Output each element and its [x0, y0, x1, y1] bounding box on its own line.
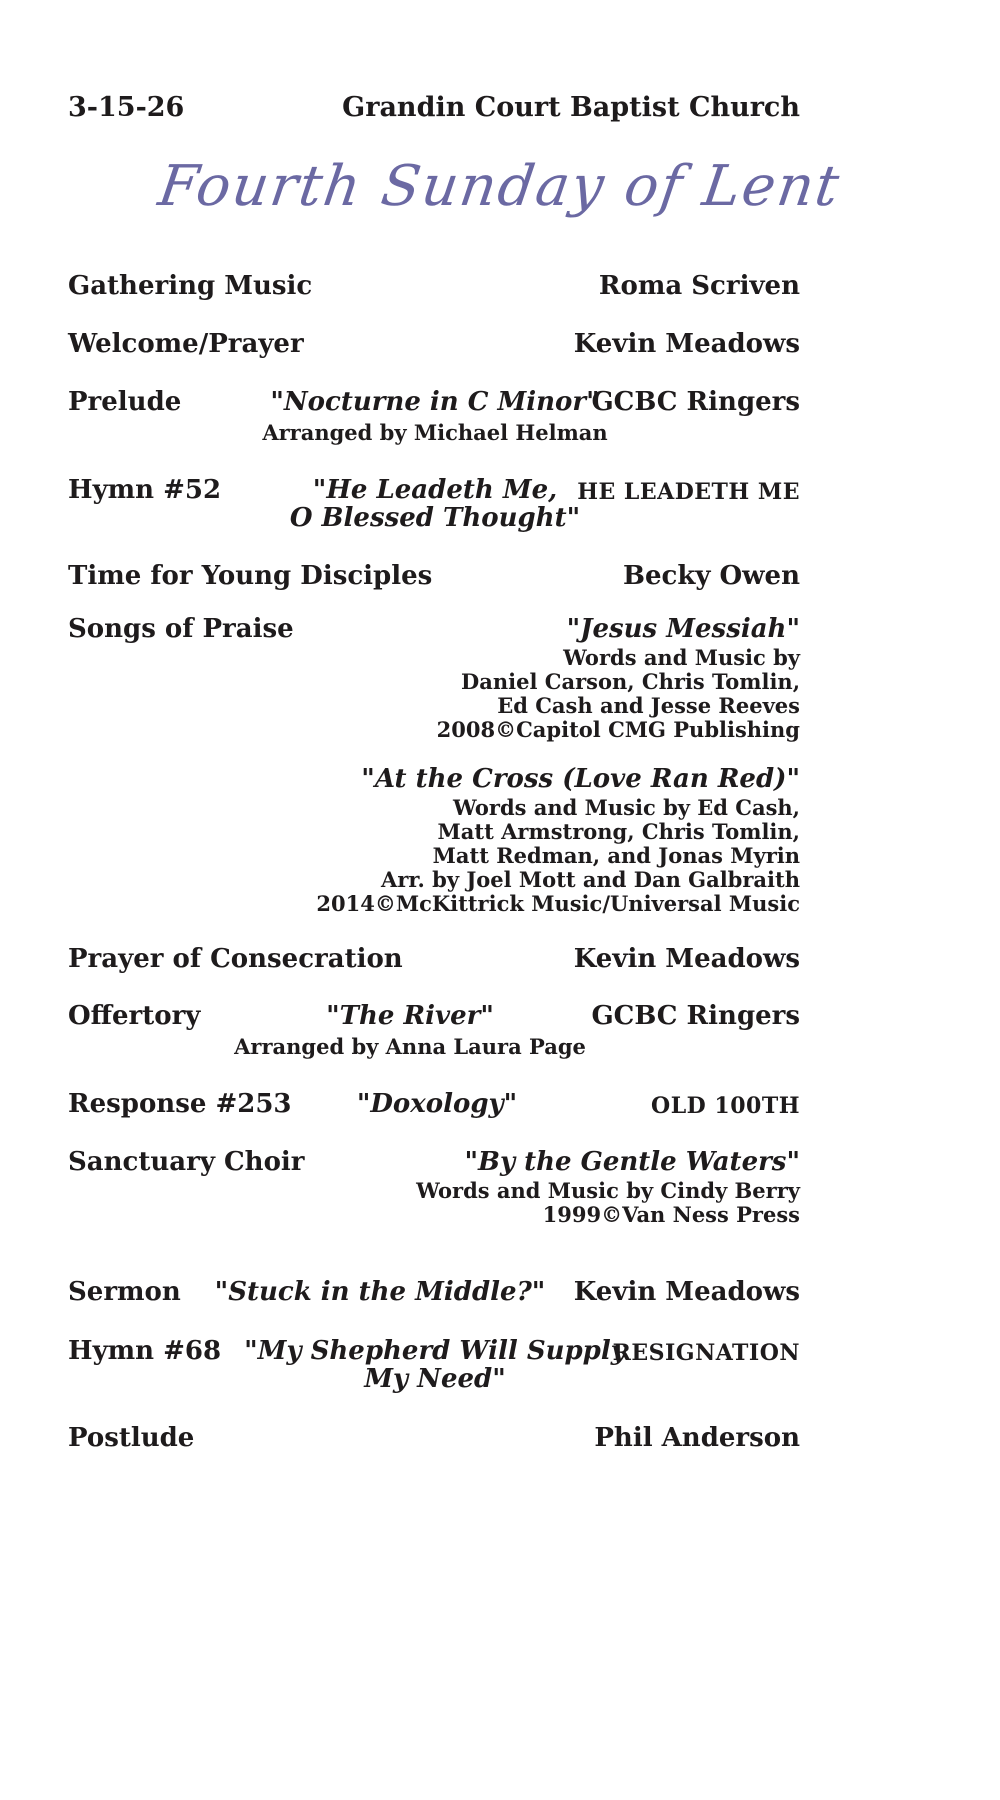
young-disciples-label: Time for Young Disciples — [68, 561, 433, 591]
consecration-label: Prayer of Consecration — [68, 944, 403, 974]
gathering-label: Gathering Music — [68, 271, 313, 301]
date-label: 3-15-26 — [68, 92, 185, 123]
postlude-label: Postlude — [68, 1423, 195, 1453]
welcome-label: Welcome/Prayer — [68, 329, 304, 359]
hymn52-title-line2: O Blessed Thought" — [289, 503, 581, 533]
sermon-label: Sermon — [68, 1277, 181, 1307]
song2-credit-line: Matt Redman, and Jonas Myrin — [432, 843, 800, 868]
offertory-who: GCBC Ringers — [591, 1001, 800, 1031]
sermon-title: "Stuck in the Middle?" — [214, 1277, 546, 1307]
song1-credit-line: Ed Cash and Jesse Reeves — [497, 693, 800, 718]
hymn68-label: Hymn #68 — [68, 1336, 222, 1366]
gathering-who: Roma Scriven — [598, 271, 800, 301]
hymn68-title-line1: "My Shepherd Will Supply — [244, 1336, 626, 1366]
service-title-wrap — [100, 155, 900, 219]
song2-credit-line: 2014©McKittrick Music/Universal Music — [316, 891, 800, 916]
song2-credit-line: Words and Music by Ed Cash, — [453, 795, 800, 820]
prelude-label: Prelude — [68, 387, 182, 417]
hymn52-title-line1: "He Leadeth Me, — [312, 475, 558, 505]
song1-credit-line: Words and Music by — [563, 645, 800, 670]
choir-credit-line: 1999©Van Ness Press — [542, 1202, 800, 1227]
welcome-who: Kevin Meadows — [573, 329, 800, 359]
prelude-title: "Nocturne in C Minor" — [270, 387, 600, 417]
prelude-who: GCBC Ringers — [591, 387, 800, 417]
offertory-credit: Arranged by Anna Laura Page — [234, 1034, 586, 1059]
song2-credit-line: Arr. by Joel Mott and Dan Galbraith — [381, 867, 800, 892]
response-tune: OLD 100TH — [651, 1093, 800, 1119]
sermon-who: Kevin Meadows — [573, 1277, 800, 1307]
offertory-title: "The River" — [326, 1001, 494, 1031]
hymn52-label: Hymn #52 — [68, 475, 222, 505]
church-name: Grandin Court Baptist Church — [342, 92, 800, 123]
song1-credit-line: Daniel Carson, Chris Tomlin, — [461, 669, 800, 694]
song1-title: "Jesus Messiah" — [566, 614, 800, 644]
young-disciples-who: Becky Owen — [623, 561, 800, 591]
song2-credits — [316, 796, 800, 916]
offertory-label: Offertory — [68, 1001, 201, 1031]
consecration-who: Kevin Meadows — [573, 944, 800, 974]
postlude-who: Phil Anderson — [594, 1423, 800, 1453]
choir-credit-line: Words and Music by Cindy Berry — [416, 1178, 800, 1203]
hymn68-title-line2: My Need" — [364, 1364, 506, 1394]
song1-credit-line: 2008©Capitol CMG Publishing — [436, 717, 800, 742]
songs-of-praise-label: Songs of Praise — [68, 614, 294, 644]
hymn52-tune: HE LEADETH ME — [577, 479, 800, 505]
choir-credits — [416, 1179, 800, 1227]
choir-title: "By the Gentle Waters" — [464, 1147, 800, 1177]
response-label: Response #253 — [68, 1089, 292, 1119]
response-title: "Doxology" — [356, 1089, 518, 1119]
song2-credit-line: Matt Armstrong, Chris Tomlin, — [437, 819, 800, 844]
song2-title: "At the Cross (Love Ran Red)" — [361, 764, 800, 794]
hymn68-tune: RESIGNATION — [612, 1340, 800, 1366]
hymn68-title — [230, 1337, 640, 1393]
song1-credits — [437, 646, 800, 742]
sanctuary-choir-label: Sanctuary Choir — [68, 1147, 305, 1177]
prelude-credit: Arranged by Michael Helman — [262, 420, 608, 445]
service-title: Fourth Sunday of Lent — [155, 154, 846, 219]
